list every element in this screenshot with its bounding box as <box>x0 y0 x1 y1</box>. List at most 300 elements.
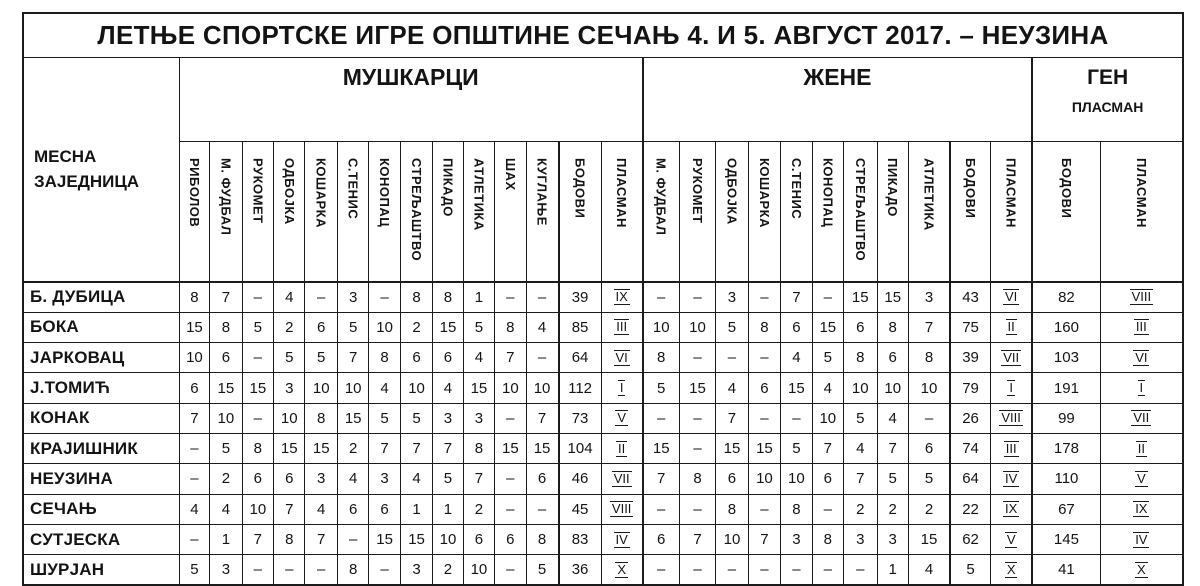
men-score: 6 <box>337 494 368 524</box>
women-score: 2 <box>908 494 950 524</box>
table-row <box>23 494 1183 524</box>
men-score: 15 <box>305 433 337 463</box>
general-col-2 <box>1100 141 1183 282</box>
women-score: – <box>716 343 748 373</box>
women-place <box>991 555 1033 585</box>
table-row <box>23 403 1183 433</box>
women-score: 10 <box>908 373 950 403</box>
men-col-12 <box>526 141 558 282</box>
group-header-men: МУШКАРЦИ <box>179 57 642 141</box>
women-points: 62 <box>950 524 991 554</box>
men-place <box>601 464 643 494</box>
women-score: 4 <box>877 403 908 433</box>
men-score: 6 <box>526 464 558 494</box>
men-col-4 <box>274 141 305 282</box>
general-title: ГЕН <box>1087 65 1129 89</box>
women-place <box>991 282 1033 312</box>
women-score: 3 <box>716 282 748 312</box>
column-label: ПЛАСМАН <box>1133 157 1149 228</box>
men-score: 7 <box>526 403 558 433</box>
men-score: 6 <box>210 343 242 373</box>
column-label: ШАХ <box>502 157 518 191</box>
men-score: 10 <box>463 555 494 585</box>
general-place-numeral: III <box>1135 319 1147 335</box>
general-place <box>1100 555 1183 585</box>
men-score: – <box>495 282 526 312</box>
men-score: 10 <box>433 524 463 554</box>
men-score: 5 <box>369 403 400 433</box>
women-col-7 <box>844 141 877 282</box>
women-score: – <box>812 494 843 524</box>
general-points: 191 <box>1032 373 1100 403</box>
women-score: 15 <box>844 282 877 312</box>
women-score: 10 <box>643 312 680 342</box>
women-place <box>991 464 1033 494</box>
men-score: 6 <box>400 343 432 373</box>
general-place-numeral: VI <box>1135 349 1148 365</box>
women-score: – <box>643 282 680 312</box>
men-place-numeral: VI <box>615 349 628 365</box>
women-score: 6 <box>781 312 812 342</box>
women-score: – <box>748 494 780 524</box>
men-col-10 <box>463 141 494 282</box>
women-score: 10 <box>812 403 843 433</box>
women-score: 7 <box>908 312 950 342</box>
men-col-1 <box>179 141 209 282</box>
men-score: 5 <box>210 433 242 463</box>
men-score: 6 <box>305 312 337 342</box>
column-label: АТЛЕТИКА <box>471 157 487 231</box>
men-points: 85 <box>559 312 602 342</box>
men-score: 15 <box>369 524 400 554</box>
women-col-9 <box>908 141 950 282</box>
women-col-4 <box>748 141 780 282</box>
men-score: 6 <box>369 494 400 524</box>
women-score: 4 <box>812 373 843 403</box>
community-name: СУТЈЕСКА <box>23 524 179 554</box>
column-label: КОНОПАЦ <box>820 157 836 227</box>
men-col-5 <box>305 141 337 282</box>
column-label: ОДБОЈКА <box>281 157 297 225</box>
men-place <box>601 524 643 554</box>
women-score: 15 <box>748 433 780 463</box>
group-header-general <box>1032 57 1183 141</box>
women-points: 5 <box>950 555 991 585</box>
column-label: М. ФУДБАЛ <box>653 157 669 235</box>
women-col-1 <box>643 141 680 282</box>
men-score: 4 <box>305 494 337 524</box>
men-score: 8 <box>526 524 558 554</box>
women-score: 5 <box>716 312 748 342</box>
women-score: 7 <box>781 282 812 312</box>
men-score: 5 <box>179 555 209 585</box>
men-points: 73 <box>559 403 602 433</box>
women-score: 6 <box>716 464 748 494</box>
men-score: – <box>495 403 526 433</box>
women-score: 2 <box>844 494 877 524</box>
general-place <box>1100 524 1183 554</box>
women-points: 22 <box>950 494 991 524</box>
general-place <box>1100 373 1183 403</box>
women-score: – <box>748 282 780 312</box>
general-place <box>1100 312 1183 342</box>
women-place-numeral: IV <box>1005 470 1018 486</box>
column-label: БОДОВИ <box>963 157 979 218</box>
women-score: 5 <box>643 373 680 403</box>
women-col-3 <box>716 141 748 282</box>
column-label: КОШАРКА <box>756 157 772 228</box>
group-header-row <box>23 57 1183 141</box>
men-place-numeral: VIII <box>611 501 632 517</box>
men-col-14 <box>601 141 643 282</box>
women-points: 64 <box>950 464 991 494</box>
women-col-10 <box>950 141 991 282</box>
women-score: – <box>781 555 812 585</box>
women-points: 79 <box>950 373 991 403</box>
women-score: 7 <box>679 524 716 554</box>
women-score: 15 <box>781 373 812 403</box>
women-score: 3 <box>877 524 908 554</box>
general-place-numeral: VII <box>1133 410 1150 426</box>
men-score: 10 <box>526 373 558 403</box>
column-label: АТЛЕТИКА <box>921 157 937 231</box>
men-score: 8 <box>400 282 432 312</box>
men-score: 7 <box>210 282 242 312</box>
men-score: 5 <box>274 343 305 373</box>
men-score: 6 <box>495 524 526 554</box>
women-score: 7 <box>844 464 877 494</box>
women-place <box>991 433 1033 463</box>
women-score: 4 <box>844 433 877 463</box>
women-score: 4 <box>781 343 812 373</box>
men-score: 4 <box>274 282 305 312</box>
women-score: 15 <box>877 282 908 312</box>
women-score: 10 <box>781 464 812 494</box>
men-place-numeral: III <box>616 319 628 335</box>
general-place <box>1100 343 1183 373</box>
general-points: 67 <box>1032 494 1100 524</box>
community-name: НЕУЗИНА <box>23 464 179 494</box>
men-score: – <box>526 282 558 312</box>
community-name: СЕЧАЊ <box>23 494 179 524</box>
men-score: 4 <box>463 343 494 373</box>
men-score: 7 <box>433 433 463 463</box>
women-score: 6 <box>748 373 780 403</box>
men-score: 10 <box>369 312 400 342</box>
women-score: – <box>781 403 812 433</box>
table-row <box>23 282 1183 312</box>
general-place <box>1100 403 1183 433</box>
women-score: 6 <box>877 343 908 373</box>
women-col-6 <box>812 141 843 282</box>
women-score: 10 <box>679 312 716 342</box>
men-score: 2 <box>433 555 463 585</box>
men-place <box>601 373 643 403</box>
women-score: – <box>679 343 716 373</box>
men-col-11 <box>495 141 526 282</box>
women-score: – <box>844 555 877 585</box>
general-points: 160 <box>1032 312 1100 342</box>
men-col-9 <box>433 141 463 282</box>
men-score: 8 <box>305 403 337 433</box>
women-score: 10 <box>748 464 780 494</box>
men-score: – <box>495 494 526 524</box>
men-score: 15 <box>433 312 463 342</box>
table-row <box>23 555 1183 585</box>
men-score: – <box>242 343 273 373</box>
general-place-numeral: VIII <box>1131 289 1152 305</box>
men-score: – <box>337 524 368 554</box>
men-score: – <box>179 433 209 463</box>
women-score: 6 <box>812 464 843 494</box>
women-place-numeral: VII <box>1003 349 1020 365</box>
community-name: КРАЈИШНИК <box>23 433 179 463</box>
group-header-women: ЖЕНЕ <box>643 57 1032 141</box>
women-score: 5 <box>877 464 908 494</box>
women-score: 5 <box>844 403 877 433</box>
men-score: 3 <box>337 282 368 312</box>
column-label: БОДОВИ <box>1058 157 1074 218</box>
women-score: 8 <box>908 343 950 373</box>
men-points: 64 <box>559 343 602 373</box>
community-name: ШУРЈАН <box>23 555 179 585</box>
community-name: КОНАК <box>23 403 179 433</box>
general-place <box>1100 494 1183 524</box>
table-row <box>23 312 1183 342</box>
men-score: 7 <box>495 343 526 373</box>
community-name: ЈАРКОВАЦ <box>23 343 179 373</box>
men-score: 8 <box>495 312 526 342</box>
men-score: 5 <box>305 343 337 373</box>
men-score: 4 <box>433 373 463 403</box>
general-place <box>1100 433 1183 463</box>
men-score: – <box>305 555 337 585</box>
general-points: 41 <box>1032 555 1100 585</box>
women-place <box>991 312 1033 342</box>
men-score: 4 <box>179 494 209 524</box>
men-place-numeral: I <box>619 380 624 396</box>
men-score: – <box>369 282 400 312</box>
women-place <box>991 403 1033 433</box>
men-score: 7 <box>179 403 209 433</box>
men-points: 46 <box>559 464 602 494</box>
general-points: 110 <box>1032 464 1100 494</box>
general-place-numeral: IX <box>1135 501 1148 517</box>
women-score: 15 <box>908 524 950 554</box>
men-score: 4 <box>400 464 432 494</box>
men-score: 7 <box>274 494 305 524</box>
men-score: – <box>274 555 305 585</box>
men-place <box>601 282 643 312</box>
men-place-numeral: VII <box>613 470 630 486</box>
sheet-title: ЛЕТЊЕ СПОРТСКЕ ИГРЕ ОПШТИНЕ СЕЧАЊ 4. И 5. АВГУСТ 2017. – НЕУЗИНА <box>23 13 1183 57</box>
women-score: 8 <box>844 343 877 373</box>
column-label: БОДОВИ <box>572 157 588 218</box>
women-col-8 <box>877 141 908 282</box>
women-place-numeral: III <box>1005 440 1017 456</box>
general-points: 82 <box>1032 282 1100 312</box>
general-place-numeral: IV <box>1135 531 1148 547</box>
men-score: 2 <box>274 312 305 342</box>
women-score: – <box>748 403 780 433</box>
men-score: 1 <box>210 524 242 554</box>
men-score: 10 <box>274 403 305 433</box>
column-label: С.ТЕНИС <box>345 157 361 219</box>
men-score: – <box>526 343 558 373</box>
men-score: – <box>179 464 209 494</box>
women-score: – <box>679 494 716 524</box>
men-score: – <box>495 555 526 585</box>
women-col-5 <box>781 141 812 282</box>
women-score: 4 <box>908 555 950 585</box>
men-col-8 <box>400 141 432 282</box>
column-label: ПЛАСМАН <box>614 157 630 228</box>
men-score: 7 <box>369 433 400 463</box>
women-score: – <box>812 282 843 312</box>
women-points: 43 <box>950 282 991 312</box>
men-score: 5 <box>400 403 432 433</box>
women-score: 5 <box>812 343 843 373</box>
women-score: 8 <box>812 524 843 554</box>
women-score: 8 <box>781 494 812 524</box>
men-score: 10 <box>337 373 368 403</box>
row-header-local-community <box>23 57 179 282</box>
women-score: 15 <box>812 312 843 342</box>
men-score: 15 <box>242 373 273 403</box>
men-score: – <box>242 555 273 585</box>
women-score: – <box>679 403 716 433</box>
men-place-numeral: II <box>618 440 626 456</box>
men-score: 2 <box>210 464 242 494</box>
women-score: 10 <box>844 373 877 403</box>
column-label: КОШАРКА <box>313 157 329 228</box>
general-place-numeral: X <box>1137 561 1146 577</box>
women-score: 8 <box>716 494 748 524</box>
men-score: 5 <box>463 312 494 342</box>
column-label: ПИКАДО <box>440 157 456 217</box>
general-points: 99 <box>1032 403 1100 433</box>
men-score: 1 <box>433 494 463 524</box>
men-score: – <box>242 282 273 312</box>
men-score: 10 <box>179 343 209 373</box>
women-place <box>991 373 1033 403</box>
men-score: 3 <box>369 464 400 494</box>
men-score: 8 <box>210 312 242 342</box>
community-name: БОКА <box>23 312 179 342</box>
men-score: 8 <box>242 433 273 463</box>
men-score: 15 <box>210 373 242 403</box>
men-col-6 <box>337 141 368 282</box>
men-place-numeral: X <box>617 561 626 577</box>
men-score: 3 <box>400 555 432 585</box>
men-score: 10 <box>210 403 242 433</box>
men-score: 6 <box>433 343 463 373</box>
men-place <box>601 555 643 585</box>
column-label: РУКОМЕТ <box>689 157 705 224</box>
title-row <box>23 13 1183 57</box>
general-subtitle: ПЛАСМАН <box>1071 98 1144 115</box>
column-label: РУКОМЕТ <box>250 157 266 224</box>
women-place-numeral: X <box>1006 561 1016 577</box>
men-score: 6 <box>242 464 273 494</box>
women-score: 5 <box>908 464 950 494</box>
row-header-word: МЕСНА <box>34 147 97 167</box>
women-score: 10 <box>877 373 908 403</box>
men-place-numeral: IX <box>615 289 628 305</box>
women-place <box>991 494 1033 524</box>
women-place-numeral: VIII <box>1001 410 1021 426</box>
women-place-numeral: V <box>1006 531 1016 547</box>
men-place <box>601 403 643 433</box>
general-points: 103 <box>1032 343 1100 373</box>
men-score: 8 <box>369 343 400 373</box>
women-place-numeral: II <box>1007 319 1015 335</box>
community-name: Б. ДУБИЦА <box>23 282 179 312</box>
general-place <box>1100 282 1183 312</box>
women-score: – <box>679 282 716 312</box>
men-score: – <box>495 464 526 494</box>
men-score: 1 <box>463 282 494 312</box>
men-col-7 <box>369 141 400 282</box>
women-score: – <box>679 433 716 463</box>
women-score: 7 <box>643 464 680 494</box>
column-label: ПЛАСМАН <box>1003 157 1019 228</box>
women-score: – <box>812 555 843 585</box>
women-points: 26 <box>950 403 991 433</box>
men-score: 8 <box>463 433 494 463</box>
column-label: ОДБОЈКА <box>724 157 740 225</box>
table-row <box>23 433 1183 463</box>
men-place <box>601 494 643 524</box>
men-score: 7 <box>242 524 273 554</box>
men-score: 2 <box>463 494 494 524</box>
women-score: – <box>643 555 680 585</box>
women-score: 3 <box>781 524 812 554</box>
general-place-numeral: V <box>1137 470 1146 486</box>
men-score: – <box>305 282 337 312</box>
men-score: 2 <box>337 433 368 463</box>
men-score: 10 <box>400 373 432 403</box>
men-col-3 <box>242 141 273 282</box>
women-score: 2 <box>877 494 908 524</box>
men-score: 6 <box>463 524 494 554</box>
men-score: 15 <box>179 312 209 342</box>
general-place-numeral: I <box>1139 380 1144 396</box>
men-score: 3 <box>210 555 242 585</box>
women-points: 39 <box>950 343 991 373</box>
women-score: 8 <box>679 464 716 494</box>
women-score: 4 <box>716 373 748 403</box>
men-score: 15 <box>463 373 494 403</box>
women-score: 7 <box>748 524 780 554</box>
general-col-1 <box>1032 141 1100 282</box>
women-score: – <box>643 403 680 433</box>
men-points: 112 <box>559 373 602 403</box>
men-score: 10 <box>305 373 337 403</box>
men-points: 39 <box>559 282 602 312</box>
men-score: 4 <box>369 373 400 403</box>
women-score: 3 <box>844 524 877 554</box>
women-score: 15 <box>716 433 748 463</box>
community-name: Ј.ТОМИЋ <box>23 373 179 403</box>
women-score: 7 <box>877 433 908 463</box>
women-score: 15 <box>643 433 680 463</box>
women-score: – <box>748 343 780 373</box>
column-label: СТРЕЉАШТВО <box>852 157 868 261</box>
men-score: 15 <box>274 433 305 463</box>
women-place <box>991 524 1033 554</box>
general-place <box>1100 464 1183 494</box>
